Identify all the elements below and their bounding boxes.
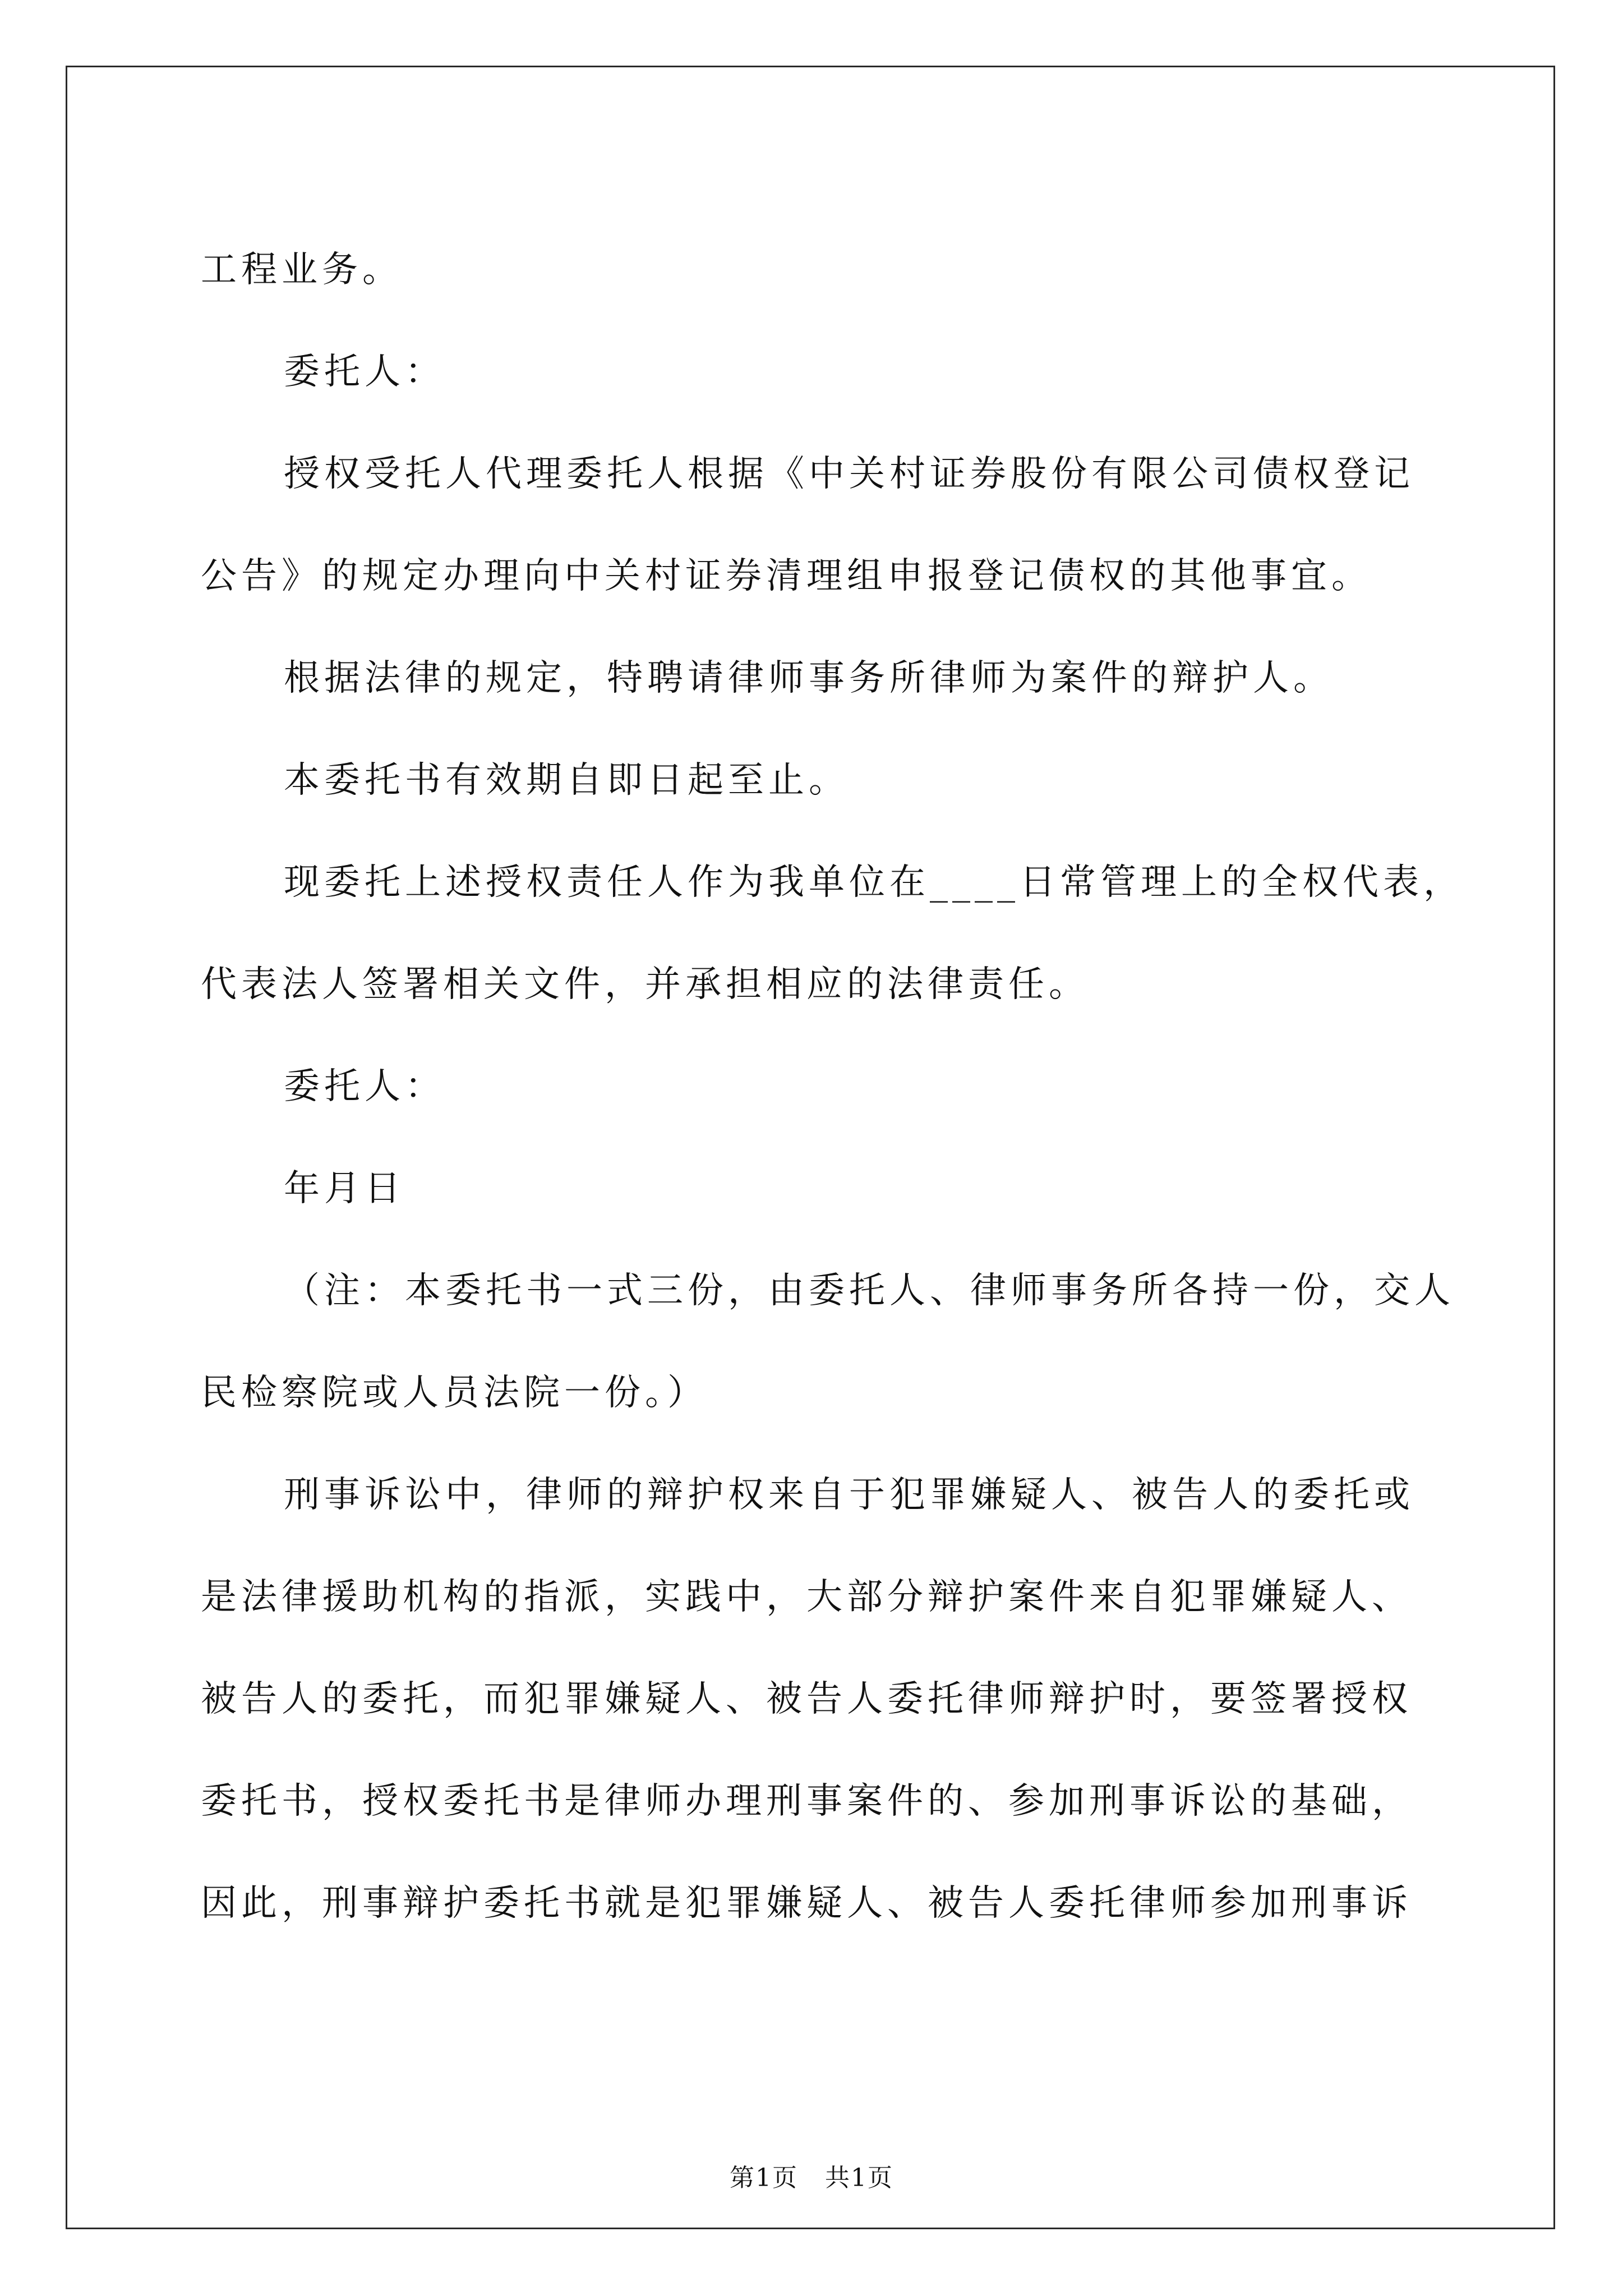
text-line: 委托书，授权委托书是律师办理刑事案件的、参加刑事诉讼的基础， — [201, 1780, 1412, 1822]
page-footer — [0, 2161, 1623, 2195]
text-line: 现委托上述授权责任人作为我单位在____日常管理上的全权代表， — [284, 862, 1464, 903]
text-line: 年月日 — [284, 1168, 405, 1209]
document-body — [201, 219, 1464, 1954]
text-line: 因此，刑事辩护委托书就是犯罪嫌疑人、被告人委托律师参加刑事诉 — [201, 1883, 1412, 1924]
text-line: 被告人的委托，而犯罪嫌疑人、被告人委托律师辩护时，要签署授权 — [201, 1678, 1412, 1720]
text-line: 民检察院或人员法院一份。） — [201, 1372, 708, 1414]
text-line: 公告》的规定办理向中关村证券清理组申报登记债权的其他事宜。 — [201, 555, 1372, 597]
page-number: 第1页 — [730, 2164, 798, 2192]
text-line: 刑事诉讼中，律师的辩护权来自于犯罪嫌疑人、被告人的委托或 — [284, 1474, 1414, 1516]
text-line: 代表法人签署相关文件，并承担相应的法律责任。 — [201, 964, 1089, 1005]
text-line: 本委托书有效期自即日起至止。 — [284, 760, 849, 801]
page-total: 共1页 — [825, 2164, 893, 2192]
text-line: 工程业务。 — [201, 249, 403, 291]
text-line: 是法律援助机构的指派，实践中，大部分辩护案件来自犯罪嫌疑人、 — [201, 1576, 1412, 1618]
text-line: 根据法律的规定，特聘请律师事务所律师为案件的辩护人。 — [284, 657, 1334, 699]
text-line: 委托人： — [284, 351, 445, 393]
text-line: 授权受托人代理委托人根据《中关村证券股份有限公司债权登记 — [284, 453, 1414, 495]
text-line: 委托人： — [284, 1066, 445, 1107]
text-line: （注：本委托书一式三份，由委托人、律师事务所各持一份，交人 — [284, 1270, 1455, 1312]
